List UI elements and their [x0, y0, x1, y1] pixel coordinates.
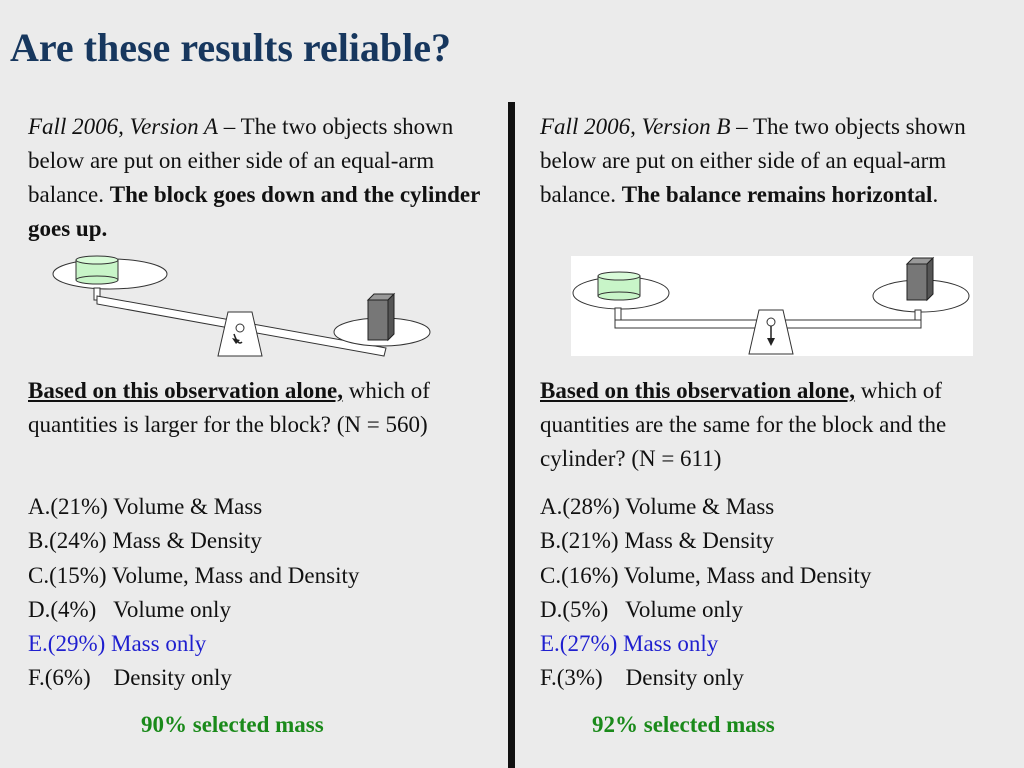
choice-item: A.(28%) Volume & Mass [540, 494, 775, 519]
level-balance-figure [571, 256, 973, 356]
version-b-label: Fall 2006, Version B [540, 114, 731, 139]
version-b-choices [540, 490, 871, 696]
question-lead: Based on this observation alone, [28, 378, 344, 403]
choice-item-correct: E.(27%) Mass only [540, 631, 719, 657]
choice-item: D.(4%) Volume only [28, 596, 231, 622]
tilted-balance-figure [52, 252, 452, 360]
column-divider [508, 102, 515, 768]
block-icon [907, 258, 933, 300]
dash: – [730, 114, 753, 139]
question-lead: Based on this observation alone, [540, 378, 856, 403]
choice-item: C.(15%) Volume, Mass and Density [28, 562, 360, 588]
choice-item-correct: E.(29%) Mass only [28, 631, 207, 657]
cylinder-icon [598, 272, 640, 300]
version-b-prompt [540, 110, 1006, 212]
dash: – [217, 114, 241, 139]
choice-item: F.(3%) Density only [540, 665, 744, 691]
fulcrum-icon [749, 310, 793, 354]
choice-item: C.(16%) Volume, Mass and Density [540, 562, 872, 588]
version-a-intro: The two objects shown below are put on either side of an equal-arm balance. [28, 114, 454, 207]
version-a-label: Fall 2006, Version A [28, 114, 218, 139]
version-b-result: 92% selected mass [592, 712, 775, 737]
version-a-prompt [28, 110, 494, 246]
choice-item: B.(21%) Mass & Density [540, 528, 774, 554]
version-a-result: 90% selected mass [141, 712, 324, 737]
block-icon [368, 294, 394, 340]
version-a-choices [28, 490, 359, 696]
version-a-question [28, 374, 498, 442]
version-b-intro: The two objects shown below are put on either side of an equal-arm balance. [540, 114, 966, 207]
version-a-column [28, 110, 494, 246]
version-a-observation: The block goes down and the cylinder goes up. [28, 182, 480, 241]
version-b-question [540, 374, 1010, 476]
slide-title: Are these results reliable? [10, 25, 452, 70]
choice-item: F.(6%) Density only [28, 665, 232, 691]
question-rest: which of quantities is larger for the block? (N = 560) [28, 378, 430, 437]
choice-item: D.(5%) Volume only [540, 596, 743, 622]
choice-item: A.(21%) Volume & Mass [28, 494, 263, 519]
cylinder-icon [76, 256, 118, 284]
version-b-column [540, 110, 1006, 212]
period: . [932, 182, 939, 207]
version-b-observation: The balance remains horizontal [621, 182, 933, 207]
question-rest: which of quantities are the same for the block and the cylinder? (N = 611) [540, 378, 947, 471]
choice-item: B.(24%) Mass & Density [28, 528, 262, 554]
